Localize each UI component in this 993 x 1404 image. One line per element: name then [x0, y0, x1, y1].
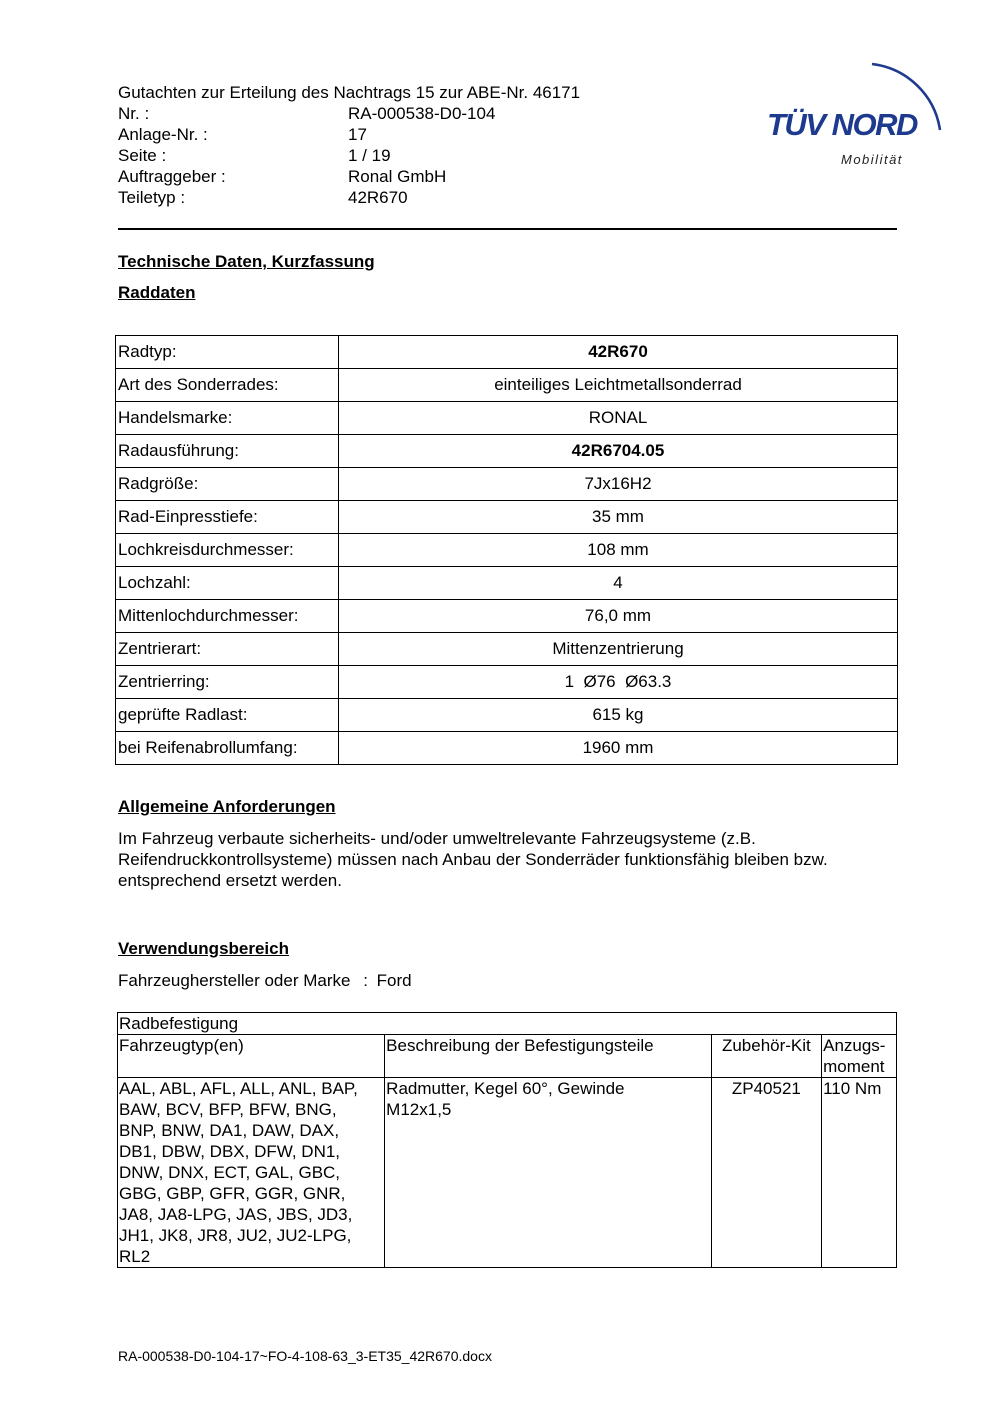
table-row [116, 600, 898, 633]
paragraph-line: entsprechend ersetzt werden. [118, 871, 342, 890]
vehicle-types-line: BAW, BCV, BFP, BFW, BNG, [119, 1100, 337, 1119]
row-label: Radgröße: [116, 468, 339, 501]
column-header: Beschreibung der Befestigungsteile [385, 1035, 711, 1078]
table-row [116, 633, 898, 666]
header-title: Gutachten zur Erteilung des Nachtrags 15 zur ABE-Nr. 46171 [118, 83, 581, 102]
header-key: Seite : [118, 146, 167, 165]
paragraph-line: Im Fahrzeug verbaute sicherheits- und/oder umweltrelevante Fahrzeugsysteme (z.B. [118, 829, 756, 848]
vehicle-types-line: JA8, JA8-LPG, JAS, JBS, JD3, [119, 1205, 353, 1224]
table-row [116, 402, 898, 435]
header-row [118, 103, 678, 124]
section-title-tech: Technische Daten, Kurzfassung [118, 252, 375, 271]
manufacturer-separator: : [363, 971, 368, 990]
document-header [118, 82, 678, 208]
table-row [116, 567, 898, 600]
row-value: 7Jx16H2 [339, 468, 898, 501]
wheel-data-table [115, 335, 898, 765]
row-label: Zentrierring: [116, 666, 339, 699]
header-key: Anlage-Nr. : [118, 125, 208, 144]
table-row [116, 534, 898, 567]
row-label: Lochzahl: [116, 567, 339, 600]
vehicle-types-line: JH1, JK8, JR8, JU2, JU2-LPG, [119, 1226, 352, 1245]
column-header: Zubehör-Kit [711, 1035, 821, 1078]
table-title-row [118, 1013, 897, 1035]
manufacturer-line [118, 970, 908, 991]
row-label: Lochkreisdurchmesser: [116, 534, 339, 567]
paragraph-line: Reifendruckkontrollsysteme) müssen nach Anbau der Sonderräder funktionsfähig bleiben bzw. [118, 850, 828, 869]
wheel-mount-table [117, 1012, 897, 1268]
manufacturer-label: Fahrzeughersteller oder Marke [118, 971, 351, 990]
row-value: 108 mm [339, 534, 898, 567]
logo-brand: TÜV NORD [767, 107, 917, 142]
section-title-raddaten: Raddaten [118, 283, 196, 302]
vehicle-types-line: GBG, GBP, GFR, GGR, GNR, [119, 1184, 346, 1203]
row-value: 4 [339, 567, 898, 600]
table-row [116, 468, 898, 501]
logo-subtitle: Mobilität [841, 152, 903, 167]
vehicle-types-line: DB1, DBW, DBX, DFW, DN1, [119, 1142, 341, 1161]
header-row [118, 187, 678, 208]
section-title-allgemein: Allgemeine Anforderungen [118, 797, 336, 816]
vehicle-types-line: DNW, DNX, ECT, GAL, GBC, [119, 1163, 341, 1182]
accessory-kit-cell: ZP40521 [711, 1078, 821, 1268]
table-row [116, 699, 898, 732]
vehicle-types-cell [118, 1078, 385, 1268]
table-row [116, 336, 898, 369]
row-label: Radausführung: [116, 435, 339, 468]
table-row [116, 369, 898, 402]
row-value: RONAL [339, 402, 898, 435]
manufacturer-value: Ford [376, 971, 412, 990]
row-label: Mittenlochdurchmesser: [116, 600, 339, 633]
header-row [118, 166, 678, 187]
header-value: 1 / 19 [348, 146, 391, 165]
allgemein-paragraph [118, 828, 908, 891]
row-value: 615 kg [339, 699, 898, 732]
vehicle-types-line: RL2 [119, 1247, 151, 1266]
header-divider [118, 228, 897, 230]
table-header-row [118, 1035, 897, 1078]
column-header [822, 1035, 897, 1078]
row-value: 42R6704.05 [339, 435, 898, 468]
section-title-verwendung: Verwendungsbereich [118, 939, 289, 958]
row-label: Art des Sonderrades: [116, 369, 339, 402]
table-title: Radbefestigung [118, 1013, 897, 1035]
header-key: Teiletyp : [118, 188, 186, 207]
header-value: 17 [348, 125, 367, 144]
row-value: 35 mm [339, 501, 898, 534]
column-header: Fahrzeugtyp(en) [118, 1035, 385, 1078]
row-value: 42R670 [339, 336, 898, 369]
vehicle-types-line: AAL, ABL, AFL, ALL, ANL, BAP, [119, 1079, 358, 1098]
header-row [118, 145, 678, 166]
row-label: Rad-Einpresstiefe: [116, 501, 339, 534]
vehicle-types-line: BNP, BNW, DA1, DAW, DAX, [119, 1121, 340, 1140]
footer-filename: RA-000538-D0-104-17~FO-4-108-63_3-ET35_42R670.docx [118, 1348, 492, 1364]
row-label: Zentrierart: [116, 633, 339, 666]
row-label: bei Reifenabrollumfang: [116, 732, 339, 765]
torque-cell: 110 Nm [822, 1078, 897, 1268]
row-value: 1 Ø76 Ø63.3 [339, 666, 898, 699]
column-header-line: Anzugs- [823, 1036, 886, 1055]
header-value: RA-000538-D0-104 [348, 104, 496, 123]
header-value: 42R670 [348, 188, 408, 207]
fastener-description-cell [385, 1078, 711, 1268]
header-key: Auftraggeber : [118, 167, 226, 186]
row-label: geprüfte Radlast: [116, 699, 339, 732]
row-value: 76,0 mm [339, 600, 898, 633]
fastener-line: Radmutter, Kegel 60°, Gewinde [386, 1079, 625, 1098]
header-key: Nr. : [118, 104, 150, 123]
fastener-line: M12x1,5 [386, 1100, 452, 1119]
table-row [116, 435, 898, 468]
table-row [116, 732, 898, 765]
table-row [116, 666, 898, 699]
table-row [116, 501, 898, 534]
header-row [118, 124, 678, 145]
row-label: Radtyp: [116, 336, 339, 369]
row-value: einteiliges Leichtmetallsonderrad [339, 369, 898, 402]
table-row [118, 1078, 897, 1268]
row-label: Handelsmarke: [116, 402, 339, 435]
tuv-nord-logo [762, 58, 942, 170]
row-value: Mittenzentrierung [339, 633, 898, 666]
column-header-line: moment [823, 1057, 885, 1076]
row-value: 1960 mm [339, 732, 898, 765]
header-value: Ronal GmbH [348, 167, 447, 186]
